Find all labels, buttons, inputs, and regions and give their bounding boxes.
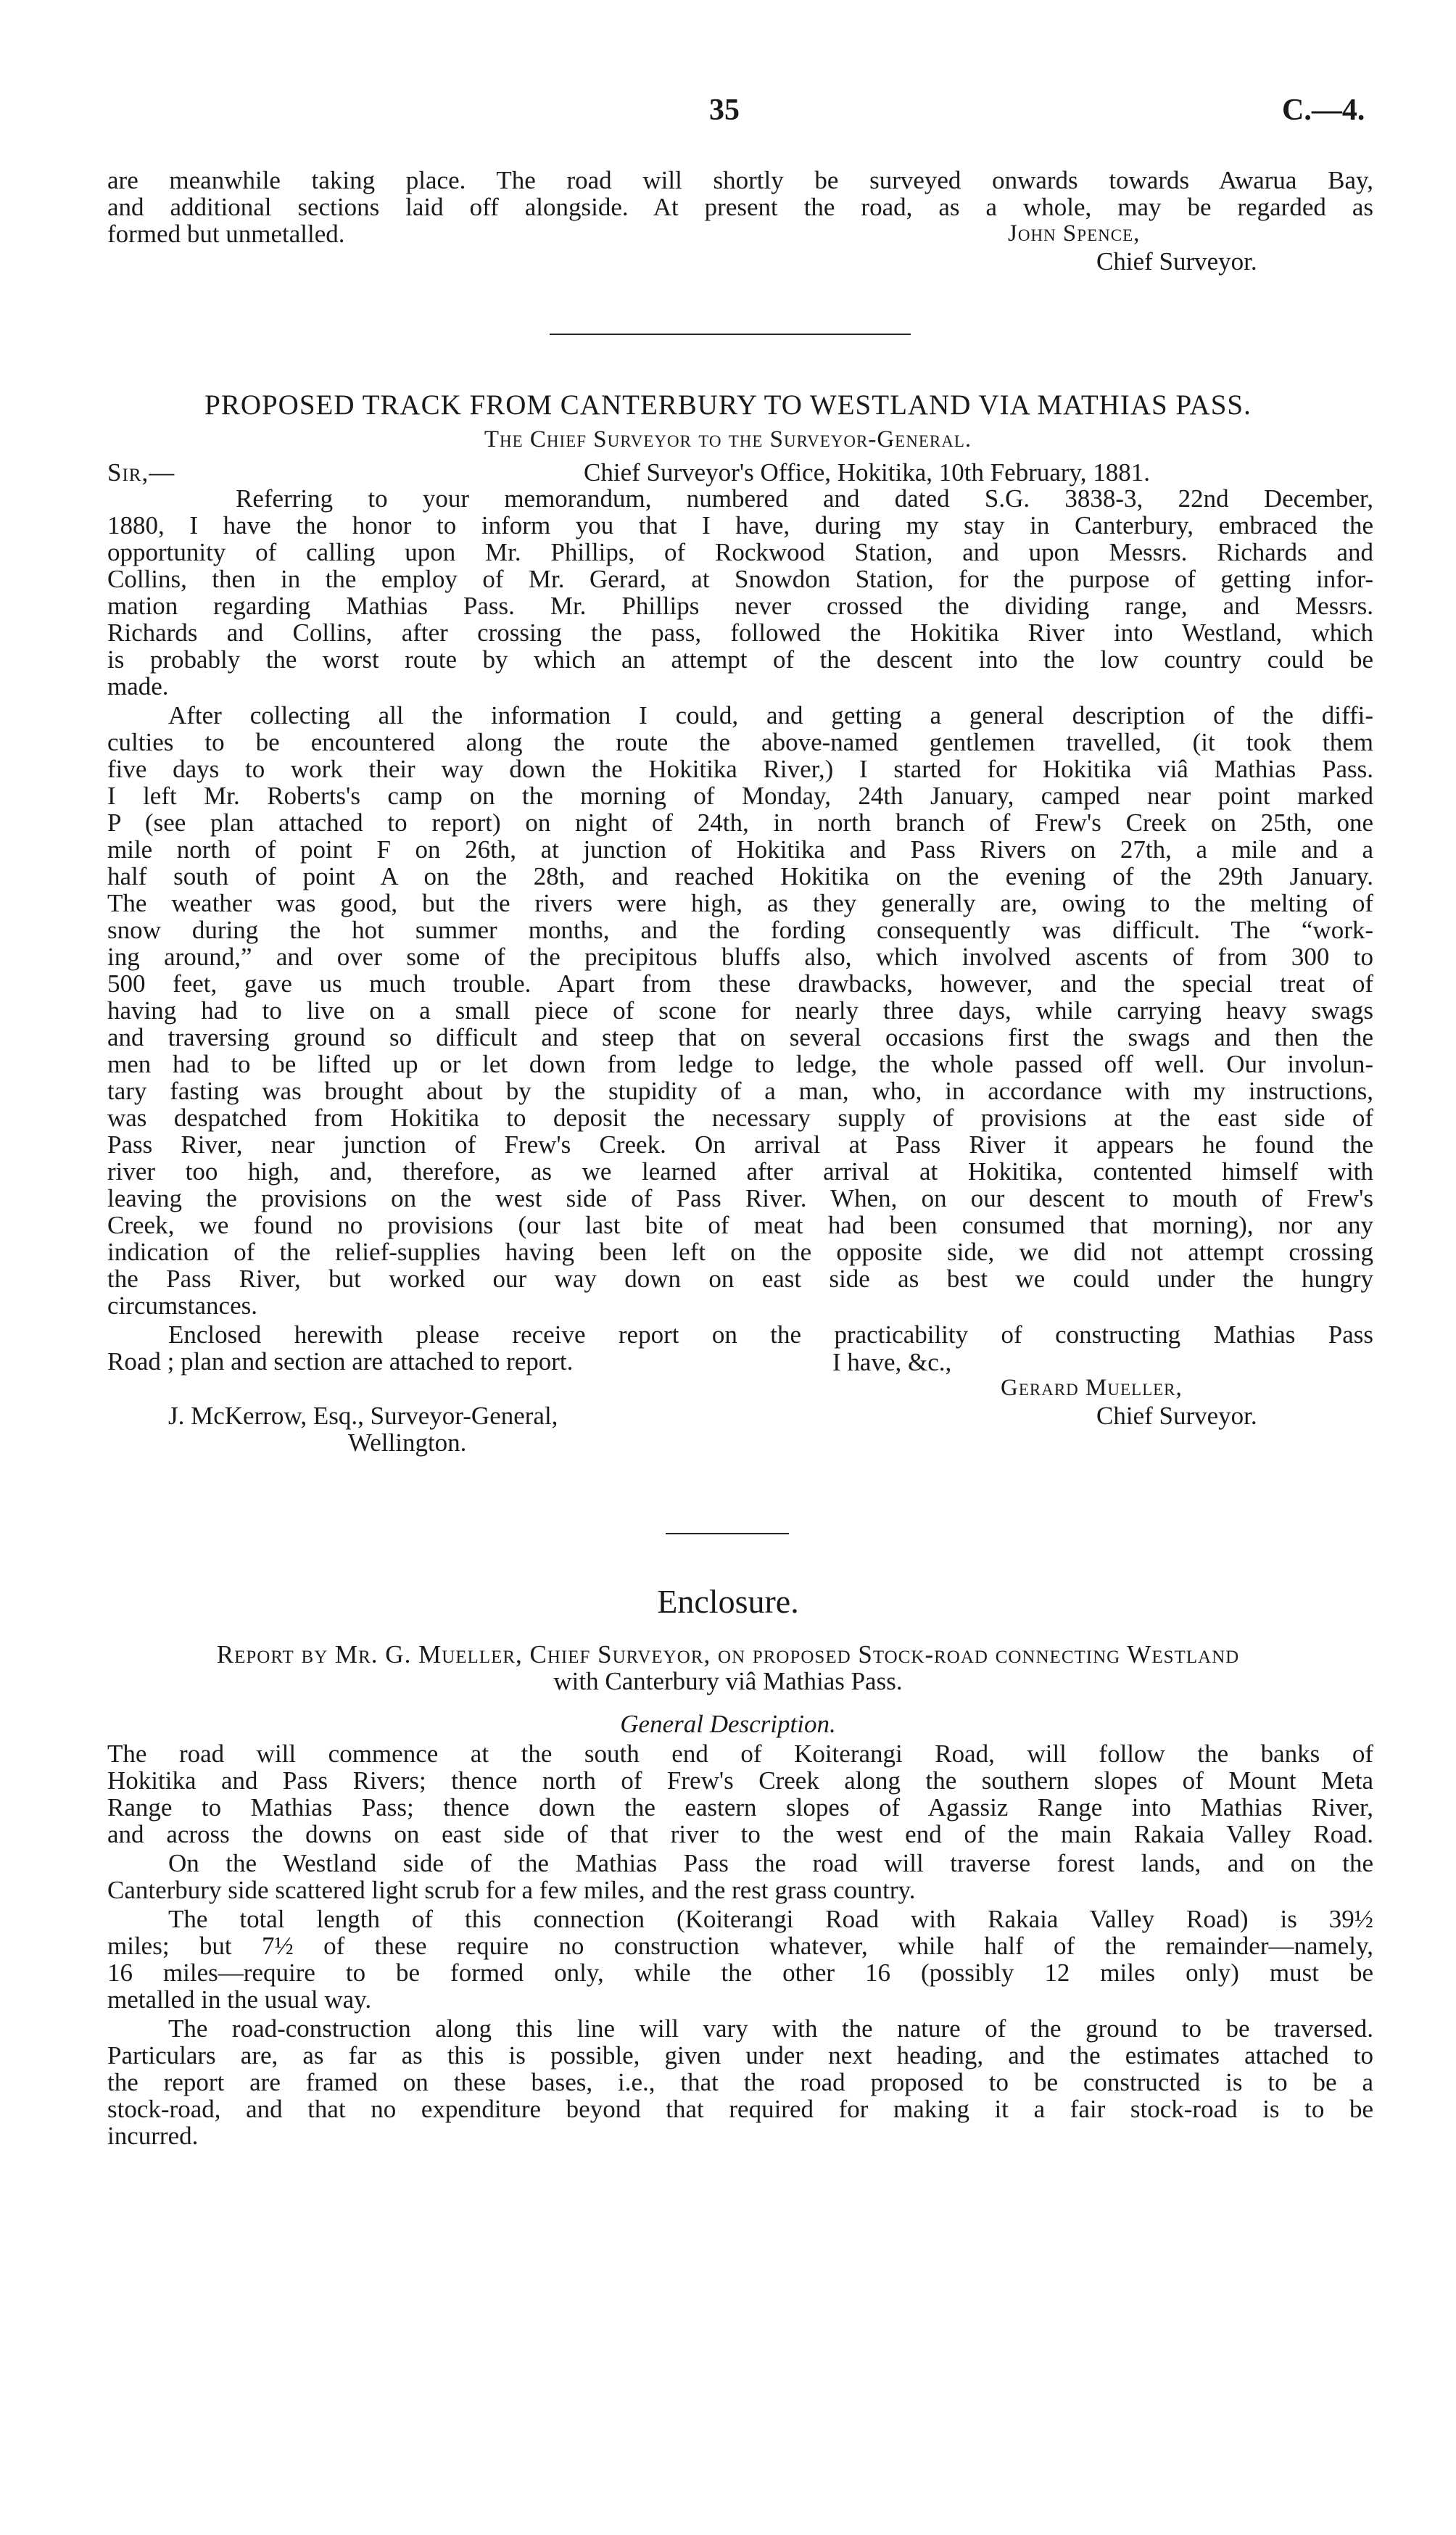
text-line: Creek, we found no provisions (our last bite of meat had been consumed that morning), nor any [107, 1211, 1373, 1239]
text-line: the Pass River, but worked our way down on east side as best we could under the hungry [107, 1265, 1373, 1293]
page-number: 35 [709, 94, 740, 127]
text-line: river too high, and, therefore, as we learned after arrival at Hokitika, contented himself with [107, 1157, 1373, 1186]
text-line: men had to be lifted up or let down from ledge to ledge, the whole passed off well. Our involun- [107, 1050, 1373, 1078]
letter-subheading: The Chief Surveyor to the Surveyor-General. [484, 426, 972, 452]
text-line: indication of the relief-supplies having been left on the opposite side, we did not attempt crossing [107, 1238, 1373, 1266]
text-line: Hokitika and Pass Rivers; thence north of Frew's Creek along the southern slopes of Mount Meta [107, 1766, 1373, 1795]
document-code: C.—4. [1282, 94, 1365, 127]
text-line: Particulars are, as far as this is possible, given under next heading, and the estimates attached to [107, 2041, 1373, 2069]
text-line: five days to work their way down the Hokitika River,) I started for Hokitika viâ Mathias Pass. [107, 755, 1373, 783]
report-title-line: Report by Mr. G. Mueller, Chief Surveyor, on proposed Stock-road connecting Westland [216, 1640, 1240, 1668]
text-line: Pass River, near junction of Frew's Creek. On arrival at Pass River it appears he found the [107, 1130, 1373, 1159]
text-line: formed but unmetalled. [107, 220, 345, 248]
text-line: tary fasting was brought about by the stupidity of a man, who, in accordance with my instructions, [107, 1077, 1373, 1105]
signature-name: John Spence, [1008, 220, 1141, 247]
text-line: Enclosed herewith please receive report on the practicability of constructing Mathias Pass [168, 1320, 1373, 1349]
text-line: I left Mr. Roberts's camp on the morning of Monday, 24th January, camped near point marked [107, 782, 1373, 810]
text-line: incurred. [107, 2122, 199, 2150]
text-line: leaving the provisions on the west side of Pass River. When, on our descent to mouth of Frew's [107, 1184, 1373, 1212]
text-line: is probably the worst route by which an attempt of the descent into the low country could be [107, 645, 1373, 674]
text-line: Range to Mathias Pass; thence down the eastern slopes of Agassiz Range into Mathias River, [107, 1793, 1373, 1821]
letter-closing: I have, &c., [832, 1348, 952, 1376]
report-title-line: with Canterbury viâ Mathias Pass. [553, 1667, 903, 1695]
dateline: Chief Surveyor's Office, Hokitika, 10th February, 1881. [584, 458, 1151, 487]
section-title: General Description. [620, 1710, 836, 1738]
text-line: ing around,” and over some of the precipitous bluffs also, which involved ascents of from 300 to [107, 943, 1373, 971]
addressee-line: Wellington. [348, 1428, 467, 1457]
signature-title: Chief Surveyor. [1096, 1402, 1257, 1430]
text-line: metalled in the usual way. [107, 1985, 372, 2014]
text-line: Canterbury side scattered light scrub for a few miles, and the rest grass country. [107, 1876, 916, 1904]
text-line: was despatched from Hokitika to deposit the necessary supply of provisions at the east side of [107, 1104, 1373, 1132]
text-line: circumstances. [107, 1291, 257, 1320]
text-line: The road will commence at the south end of Koiterangi Road, will follow the banks of [107, 1740, 1373, 1768]
text-line: mile north of point F on 26th, at junction of Hokitika and Pass Rivers on 27th, a mile and a [107, 835, 1373, 864]
text-line: are meanwhile taking place. The road will shortly be surveyed onwards towards Awarua Bay, [107, 166, 1373, 194]
text-line: The road-construction along this line will vary with the nature of the ground to be traversed. [168, 2014, 1373, 2043]
text-line: and across the downs on east side of that river to the west end of the main Rakaia Valley Road. [107, 1820, 1373, 1848]
text-line: After collecting all the information I could, and getting a general description of the diffi- [168, 701, 1373, 729]
text-line: culties to be encountered along the route the above-named gentlemen travelled, (it took them [107, 728, 1373, 756]
text-line: 500 feet, gave us much trouble. Apart from these drawbacks, however, and the special treat of [107, 969, 1373, 998]
text-line: snow during the hot summer months, and the fording consequently was difficult. The “work- [107, 916, 1373, 944]
enclosure-heading: Enclosure. [657, 1583, 799, 1620]
text-line: miles; but 7½ of these require no construction whatever, while half of the remainder—namely, [107, 1932, 1373, 1960]
text-line: made. [107, 672, 169, 700]
text-line: stock-road, and that no expenditure beyond that required for making it a fair stock-road is to be [107, 2095, 1373, 2123]
text-line: Richards and Collins, after crossing the pass, followed the Hokitika River into Westland, which [107, 619, 1373, 647]
text-line: half south of point A on the 28th, and reached Hokitika on the evening of the 29th January. [107, 862, 1373, 890]
text-line: and additional sections laid off alongside. At present the road, as a whole, may be regarded as [107, 193, 1373, 221]
text-line: the report are framed on these bases, i.e., that the road proposed to be constructed is to be a [107, 2068, 1373, 2096]
signature-name: Gerard Mueller, [1001, 1375, 1183, 1401]
text-line: mation regarding Mathias Pass. Mr. Phillips never crossed the dividing range, and Messrs. [107, 592, 1373, 620]
report-title [0, 1667, 1456, 1696]
text-line: and traversing ground so difficult and steep that on several occasions first the swags and then the [107, 1023, 1373, 1051]
text-line: On the Westland side of the Mathias Pass the road will traverse forest lands, and on the [168, 1849, 1373, 1877]
section-divider [666, 1533, 789, 1534]
report-title [0, 1640, 1456, 1669]
text-line: Collins, then in the employ of Mr. Gerard, at Snowdon Station, for the purpose of getting infor- [107, 565, 1373, 593]
text-line: Road ; plan and section are attached to report. [107, 1347, 574, 1376]
text-line: 1880, I have the honor to inform you that I have, during my stay in Canterbury, embraced the [107, 511, 1373, 539]
text-line: P (see plan attached to report) on night of 24th, in north branch of Frew's Creek on 25th, one [107, 809, 1373, 837]
section-divider [550, 334, 911, 335]
addressee-line: J. McKerrow, Esq., Surveyor-General, [168, 1402, 558, 1430]
text-line: The total length of this connection (Koiterangi Road with Rakaia Valley Road) is 39½ [168, 1905, 1373, 1933]
section-heading: PROPOSED TRACK FROM CANTERBURY TO WESTLAND VIA MATHIAS PASS. [204, 389, 1252, 421]
text-line: 16 miles—require to be formed only, while the other 16 (possibly 12 miles only) must be [107, 1959, 1373, 1987]
text-line: Referring to your memorandum, numbered and dated S.G. 3838-3, 22nd December, [236, 484, 1373, 513]
text-line: opportunity of calling upon Mr. Phillips, of Rockwood Station, and upon Messrs. Richards and [107, 538, 1373, 566]
text-line: The weather was good, but the rivers were high, as they generally are, owing to the melting of [107, 889, 1373, 917]
signature-title: Chief Surveyor. [1096, 247, 1257, 276]
text-line: having had to live on a small piece of scone for nearly three days, while carrying heavy swags [107, 996, 1373, 1025]
salutation: Sir,— [107, 458, 175, 487]
